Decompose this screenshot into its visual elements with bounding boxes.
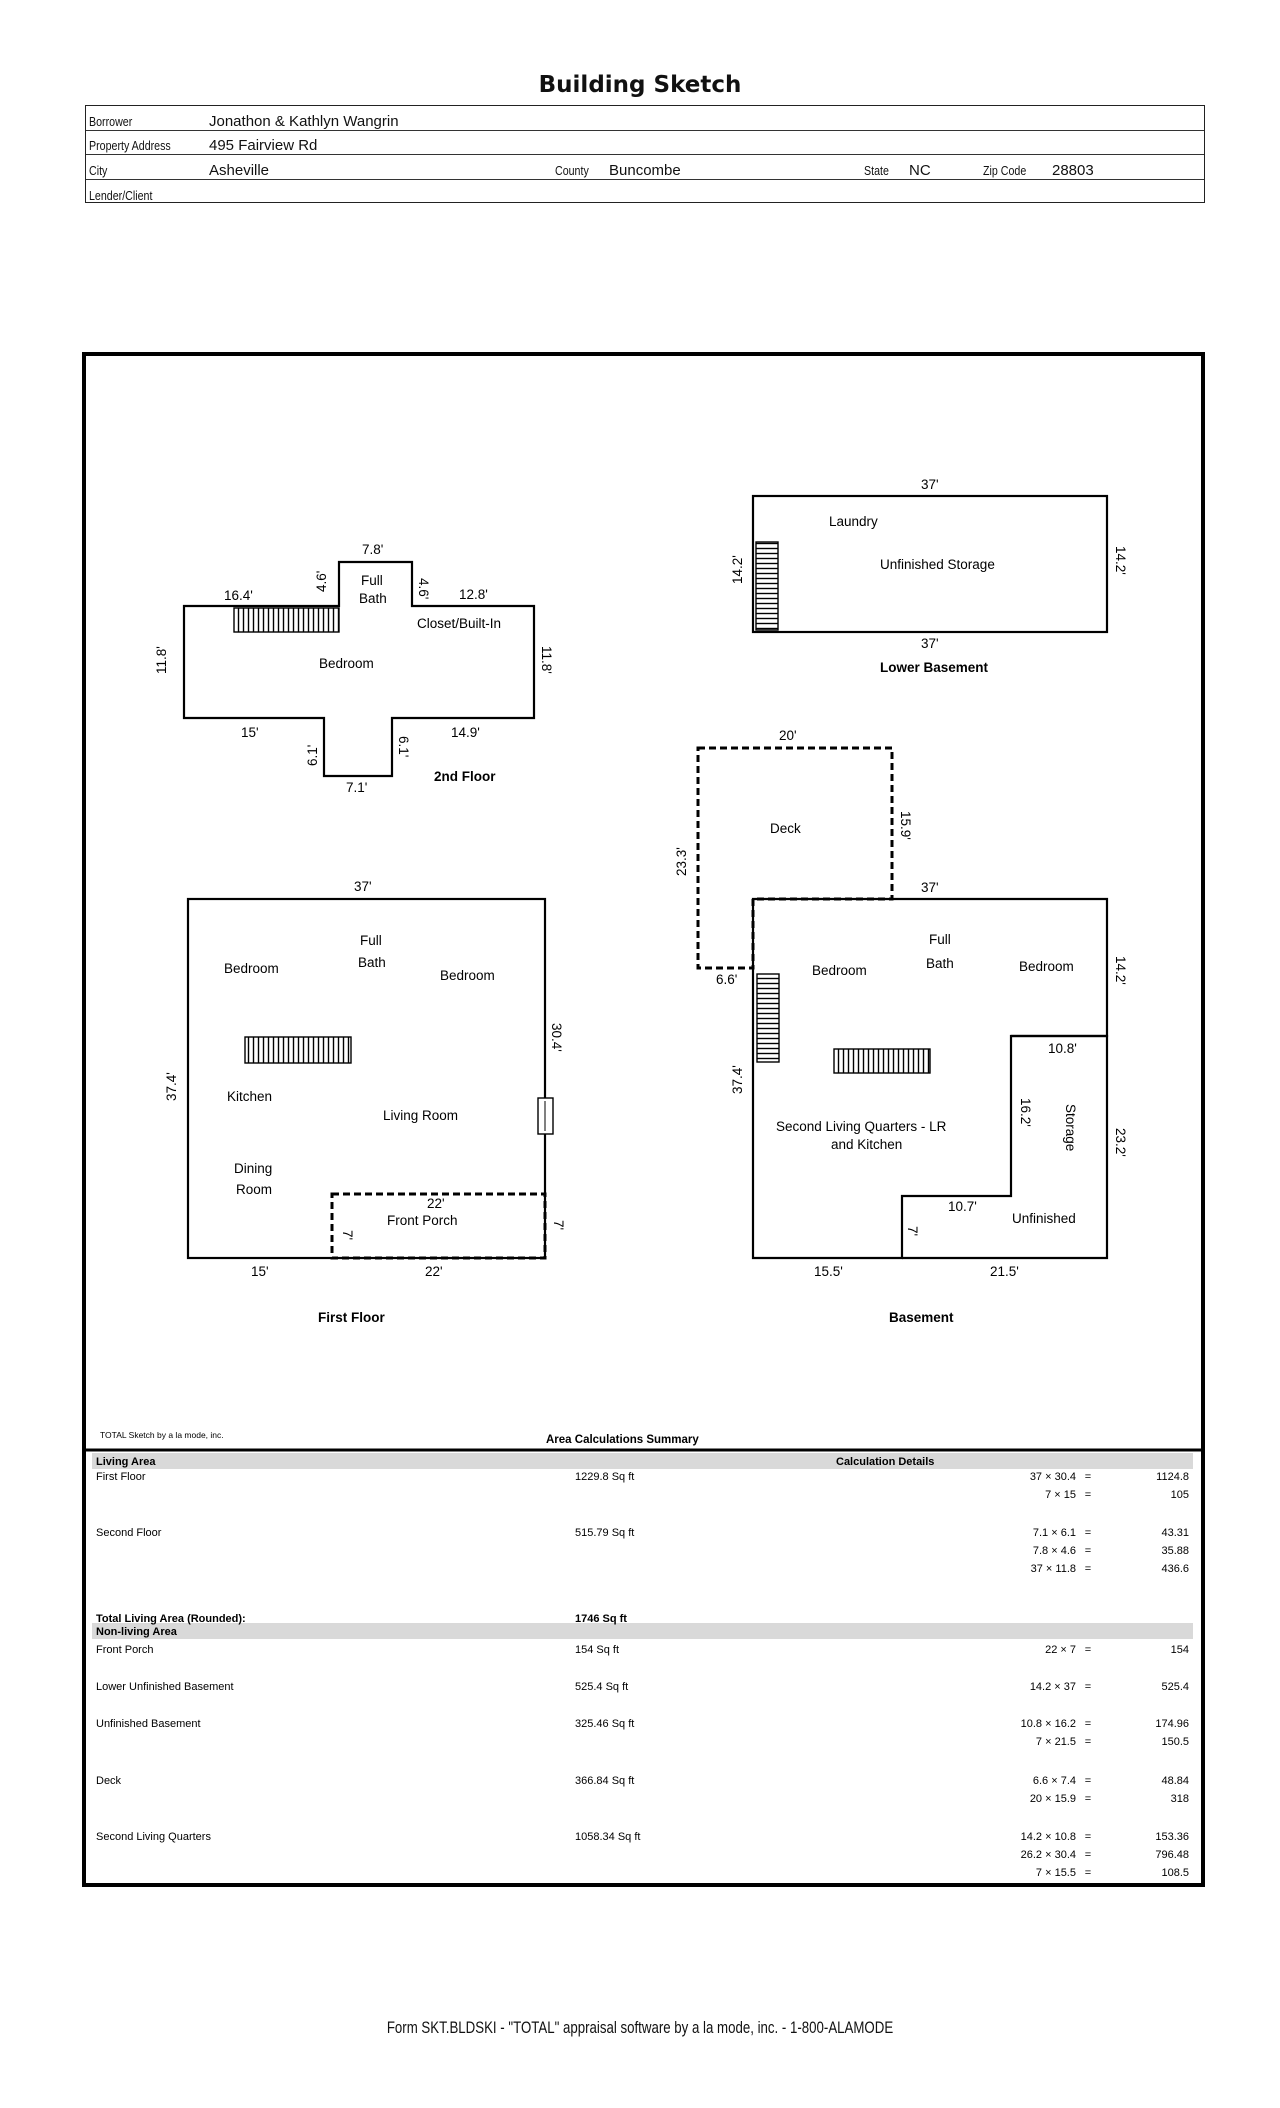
calc-result: 174.96 bbox=[1155, 1718, 1189, 1730]
calc-result: 154 bbox=[1170, 1644, 1189, 1656]
calc-equals: = bbox=[1084, 1867, 1092, 1879]
zip-label: Zip Code bbox=[983, 162, 1027, 178]
state-value: NC bbox=[909, 161, 931, 179]
calc-equals: = bbox=[1084, 1775, 1092, 1787]
county-label: County bbox=[555, 162, 589, 178]
calc-equals: = bbox=[1084, 1471, 1092, 1483]
b-room-storage: Storage bbox=[1063, 1104, 1078, 1152]
summary-row-area: 1229.8 Sq ft bbox=[575, 1471, 635, 1483]
b-dim-left: 37.4' bbox=[730, 1065, 745, 1094]
sf-dim-stem-left: 6.1' bbox=[305, 744, 320, 766]
calc-result: 48.84 bbox=[1161, 1775, 1189, 1787]
sf-dim-right-up: 4.6' bbox=[416, 578, 431, 600]
ff-dim-bottom-right: 22' bbox=[425, 1264, 443, 1279]
summary-row-area: 154 Sq ft bbox=[575, 1644, 620, 1656]
calc-expression: 7 × 21.5 bbox=[1035, 1736, 1076, 1748]
calc-equals: = bbox=[1084, 1793, 1092, 1805]
county-value: Buncombe bbox=[609, 161, 681, 179]
b-room-slq: Second Living Quarters - LR bbox=[776, 1119, 947, 1134]
sf-dim-stem-bottom: 7.1' bbox=[346, 780, 368, 795]
sf-dim-bottom-right: 14.9' bbox=[451, 725, 480, 740]
ff-dim-top: 37' bbox=[354, 879, 372, 894]
summary-row-area: 325.46 Sq ft bbox=[575, 1718, 635, 1730]
ff-room-bedroom-left: Bedroom bbox=[224, 961, 279, 976]
software-note: TOTAL Sketch by a la mode, inc. bbox=[100, 1430, 224, 1440]
ff-room-full: Full bbox=[360, 933, 382, 948]
details-header: Calculation Details bbox=[836, 1456, 935, 1468]
address-row bbox=[86, 131, 1204, 156]
ff-dim-porch-top: 22' bbox=[427, 1196, 445, 1211]
lb-dim-right: 14.2' bbox=[1113, 546, 1128, 575]
b-room-full: Full bbox=[929, 932, 951, 947]
borrower-value: Jonathon & Kathlyn Wangrin bbox=[209, 112, 399, 130]
calc-expression: 14.2 × 37 bbox=[1029, 1681, 1076, 1693]
calc-result: 436.6 bbox=[1161, 1563, 1189, 1575]
calc-result: 318 bbox=[1170, 1793, 1189, 1805]
sf-room-bath: Bath bbox=[359, 591, 387, 606]
ff-room-dining2: Room bbox=[236, 1182, 273, 1197]
calc-equals: = bbox=[1084, 1527, 1092, 1539]
ff-dim-porch-right: 7' bbox=[551, 1220, 566, 1231]
sketch-frame bbox=[82, 352, 1205, 1887]
summary-row-name: First Floor bbox=[96, 1471, 146, 1483]
lender-label: Lender/Client bbox=[89, 188, 153, 203]
b-room-bath: Bath bbox=[926, 956, 954, 971]
city-label: City bbox=[89, 162, 108, 178]
calc-result: 43.31 bbox=[1161, 1527, 1189, 1539]
address-label: Property Address bbox=[89, 138, 171, 153]
sf-dim-stem-right: 6.1' bbox=[396, 736, 411, 758]
sf-dim-top-right: 12.8' bbox=[459, 587, 488, 602]
ff-room-bedroom-right: Bedroom bbox=[440, 968, 495, 983]
calc-result: 796.48 bbox=[1155, 1849, 1189, 1861]
total-value: 1746 Sq ft bbox=[575, 1613, 627, 1625]
lender-row bbox=[86, 180, 1204, 205]
basement-side-stairs bbox=[757, 974, 779, 1062]
calc-expression: 20 × 15.9 bbox=[1029, 1793, 1076, 1805]
calc-expression: 6.6 × 7.4 bbox=[1032, 1775, 1076, 1787]
calc-expression: 10.8 × 16.2 bbox=[1020, 1718, 1076, 1730]
calc-expression: 26.2 × 30.4 bbox=[1020, 1849, 1076, 1861]
calc-expression: 7 × 15.5 bbox=[1035, 1867, 1076, 1879]
lb-room-storage: Unfinished Storage bbox=[880, 557, 995, 572]
summary-row-name: Second Living Quarters bbox=[96, 1831, 211, 1843]
summary-row-area: 515.79 Sq ft bbox=[575, 1527, 635, 1539]
calc-equals: = bbox=[1084, 1831, 1092, 1843]
b-dim-right: 23.2' bbox=[1113, 1128, 1128, 1157]
lb-room-laundry: Laundry bbox=[829, 514, 878, 529]
calc-equals: = bbox=[1084, 1644, 1092, 1656]
calc-result: 1124.8 bbox=[1156, 1471, 1189, 1483]
sf-dim-bottom-left: 15' bbox=[241, 725, 259, 740]
sf-room-closet: Closet/Built-In bbox=[417, 616, 502, 631]
calc-expression: 7.1 × 6.1 bbox=[1032, 1527, 1076, 1539]
nonliving-header-bar bbox=[92, 1623, 1193, 1639]
b-room-slq2: and Kitchen bbox=[831, 1137, 903, 1152]
borrower-label: Borrower bbox=[89, 113, 133, 129]
first-floor-stairs bbox=[245, 1037, 351, 1063]
summary-title: Area Calculations Summary bbox=[546, 1434, 699, 1446]
ff-room-porch: Front Porch bbox=[387, 1213, 458, 1228]
calc-result: 108.5 bbox=[1161, 1867, 1189, 1879]
borrower-row bbox=[86, 106, 1204, 131]
calc-result: 153.36 bbox=[1155, 1831, 1189, 1843]
ff-dim-right: 30.4' bbox=[549, 1023, 564, 1052]
calc-result: 525.4 bbox=[1161, 1681, 1189, 1693]
city-value: Asheville bbox=[209, 161, 270, 179]
b-dim-deck-left: 23.3' bbox=[674, 847, 689, 876]
summary-row-name: Unfinished Basement bbox=[96, 1718, 201, 1730]
b-room-bedroom-right: Bedroom bbox=[1019, 959, 1074, 974]
total-label: Total Living Area (Rounded): bbox=[96, 1613, 246, 1625]
b-dim-inner: 10.7' bbox=[948, 1199, 977, 1214]
living-header-bar bbox=[92, 1453, 1193, 1469]
calc-equals: = bbox=[1084, 1681, 1092, 1693]
summary-row-name: Second Floor bbox=[96, 1527, 162, 1539]
calc-equals: = bbox=[1084, 1563, 1092, 1575]
sf-dim-top: 7.8' bbox=[362, 542, 384, 557]
zip-value: 28803 bbox=[1052, 161, 1094, 179]
b-dim-inner-left: 7' bbox=[905, 1226, 920, 1237]
ff-title: First Floor bbox=[318, 1310, 385, 1325]
b-room-bedroom-left: Bedroom bbox=[812, 963, 867, 978]
ff-room-kitchen: Kitchen bbox=[227, 1089, 273, 1104]
lb-dim-bottom: 37' bbox=[921, 636, 939, 651]
calc-equals: = bbox=[1084, 1545, 1092, 1557]
summary-row-name: Lower Unfinished Basement bbox=[96, 1681, 234, 1693]
ff-dim-left: 37.4' bbox=[164, 1072, 179, 1101]
b-dim-deck-right: 15.9' bbox=[898, 811, 913, 840]
calc-result: 150.5 bbox=[1161, 1736, 1189, 1748]
ff-room-living: Living Room bbox=[383, 1108, 459, 1123]
sf-room-full: Full bbox=[361, 573, 383, 588]
summary-row-name: Front Porch bbox=[96, 1644, 154, 1656]
lb-dim-left: 14.2' bbox=[730, 555, 745, 584]
summary-row-area: 525.4 Sq ft bbox=[575, 1681, 629, 1693]
b-dim-deck-bottom: 6.6' bbox=[716, 972, 738, 987]
summary-rows bbox=[96, 1471, 1189, 1879]
calc-expression: 7.8 × 4.6 bbox=[1032, 1545, 1076, 1557]
deck-outline bbox=[698, 748, 892, 968]
ff-room-dining: Dining bbox=[234, 1161, 273, 1176]
calc-equals: = bbox=[1084, 1489, 1092, 1501]
lb-title: Lower Basement bbox=[880, 660, 989, 675]
footer: Form SKT.BLDSKI - "TOTAL" appraisal software by a la mode, inc. - 1-800-ALAMODE bbox=[386, 2018, 894, 2037]
state-label: State bbox=[864, 162, 889, 178]
living-header: Living Area bbox=[96, 1456, 156, 1468]
sf-dim-left: 11.8' bbox=[154, 646, 169, 674]
sf-dim-top-left: 16.4' bbox=[224, 588, 253, 603]
city-row bbox=[86, 155, 1204, 180]
sf-dim-right: 11.8' bbox=[539, 646, 554, 674]
calc-expression: 22 × 7 bbox=[1045, 1644, 1076, 1656]
summary-row-area: 1058.34 Sq ft bbox=[575, 1831, 641, 1843]
lb-dim-top: 37' bbox=[921, 477, 939, 492]
sf-dim-left-up: 4.6' bbox=[314, 570, 329, 592]
property-header bbox=[85, 105, 1205, 203]
calc-equals: = bbox=[1084, 1736, 1092, 1748]
basement-outline bbox=[753, 899, 1107, 1258]
calc-expression: 37 × 30.4 bbox=[1029, 1471, 1076, 1483]
calc-result: 35.88 bbox=[1161, 1545, 1189, 1557]
b-room-unfinished: Unfinished bbox=[1012, 1211, 1076, 1226]
calc-expression: 37 × 11.8 bbox=[1030, 1563, 1076, 1575]
b-dim-bottom-right: 21.5' bbox=[990, 1264, 1019, 1279]
summary-row-name: Deck bbox=[96, 1775, 122, 1787]
sketch-svg bbox=[86, 356, 1201, 1883]
sf-room-bedroom: Bedroom bbox=[319, 656, 374, 671]
b-dim-top: 37' bbox=[921, 880, 939, 895]
first-floor-outline bbox=[188, 899, 545, 1258]
b-dim-storage-left: 16.2' bbox=[1018, 1098, 1033, 1127]
b-dim-bottom-left: 15.5' bbox=[814, 1264, 843, 1279]
b-dim-storage-top: 10.8' bbox=[1048, 1041, 1077, 1056]
basement-stairs bbox=[834, 1049, 930, 1073]
calc-equals: = bbox=[1084, 1849, 1092, 1861]
lower-basement-stairs bbox=[756, 542, 778, 630]
ff-dim-porch-left: 7' bbox=[340, 1230, 355, 1241]
nonliving-header: Non-living Area bbox=[96, 1626, 177, 1638]
summary-row-area: 366.84 Sq ft bbox=[575, 1775, 635, 1787]
ff-dim-bottom-left: 15' bbox=[251, 1264, 269, 1279]
b-room-deck: Deck bbox=[770, 821, 801, 836]
calc-result: 105 bbox=[1170, 1489, 1189, 1501]
b-dim-right-top: 14.2' bbox=[1113, 956, 1128, 985]
page-title: Building Sketch bbox=[538, 72, 742, 98]
b-dim-deck-top: 20' bbox=[779, 728, 797, 743]
calc-expression: 14.2 × 10.8 bbox=[1020, 1831, 1076, 1843]
ff-room-bath: Bath bbox=[358, 955, 386, 970]
address-value: 495 Fairview Rd bbox=[209, 137, 318, 154]
calc-equals: = bbox=[1084, 1718, 1092, 1730]
second-floor-stairs bbox=[234, 608, 339, 632]
sf-title: 2nd Floor bbox=[434, 769, 496, 784]
calc-expression: 7 × 15 bbox=[1045, 1489, 1076, 1501]
b-title: Basement bbox=[889, 1310, 954, 1325]
